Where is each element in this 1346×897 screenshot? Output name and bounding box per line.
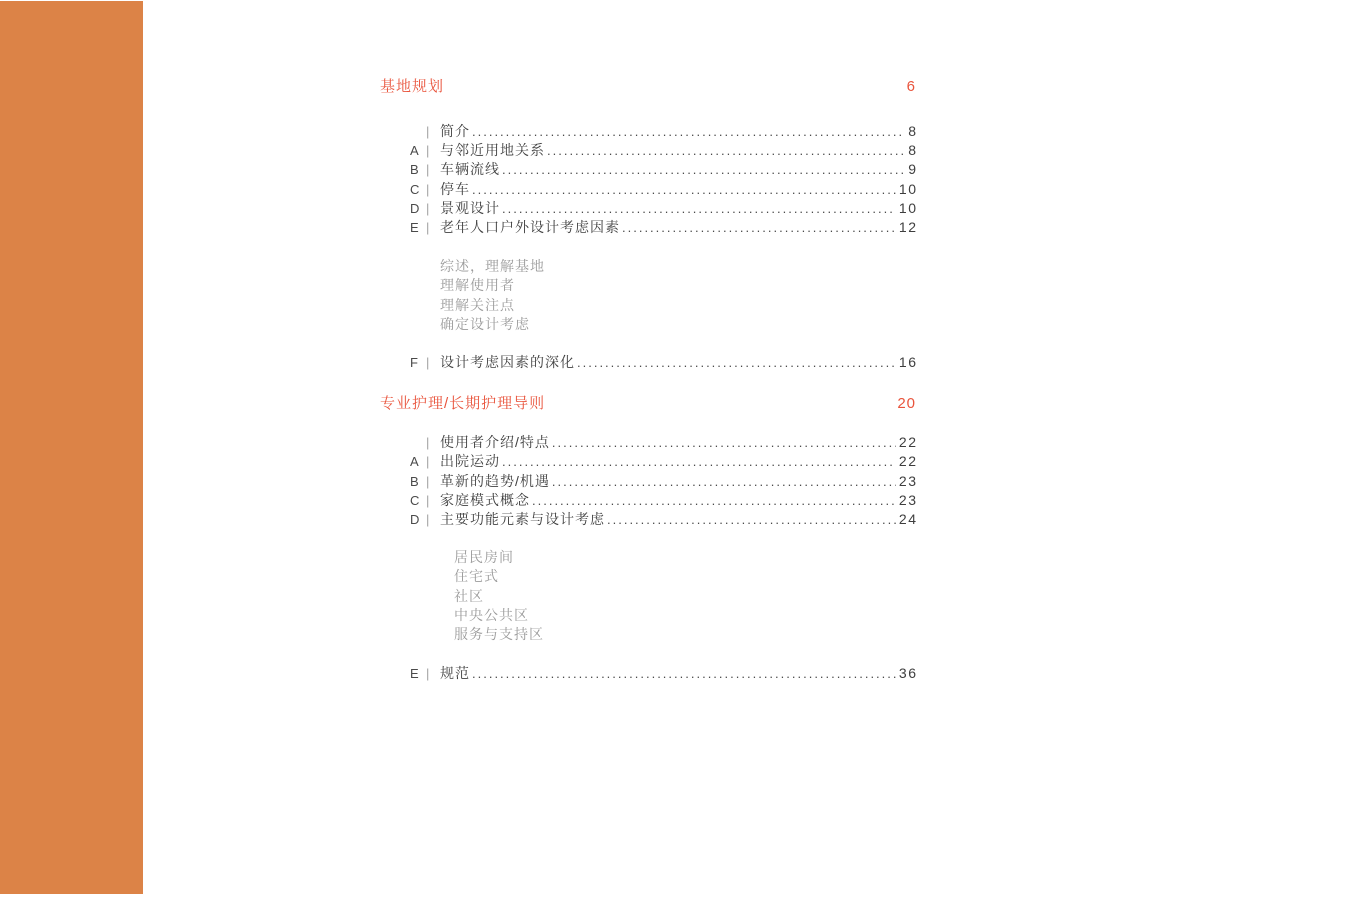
entry-label: 家庭模式概念 [440, 491, 530, 508]
entry-label: 主要功能元素与设计考虑 [440, 511, 605, 528]
section-header [380, 394, 916, 414]
entry-letter: A [410, 454, 419, 470]
entry-page-number: 10 [898, 180, 918, 197]
entry-letter: E [410, 220, 419, 236]
dot-leader [552, 472, 896, 491]
dot-leader [547, 141, 905, 160]
section-page-number: 20 [897, 395, 916, 413]
entry-divider: | [426, 200, 430, 216]
entry-page-number: 24 [898, 511, 918, 528]
dot-leader [577, 353, 896, 372]
entry-group [380, 433, 916, 529]
sub-item: 理解使用者 [440, 277, 515, 294]
section-page-number: 6 [906, 78, 916, 95]
sidebar-color-band [0, 1, 143, 894]
entry-page-number: 22 [898, 434, 918, 451]
entry-label: 简介 [440, 123, 470, 139]
entry-letter: B [410, 473, 419, 489]
dot-leader [552, 433, 896, 452]
toc-entry [380, 122, 916, 141]
toc-entry [380, 141, 916, 160]
sub-item: 服务与支持区 [454, 626, 544, 643]
dot-leader [472, 664, 896, 683]
entry-page-number: 23 [898, 472, 918, 489]
entry-group [380, 122, 916, 237]
entry-page-number: 9 [908, 161, 918, 178]
entry-page-number: 22 [898, 453, 918, 470]
entry-letter: C [410, 492, 420, 508]
sub-item: 居民房间 [454, 549, 514, 566]
entry-page-number: 8 [908, 142, 918, 159]
entry-label: 景观设计 [440, 199, 500, 216]
sub-item-list [380, 257, 916, 334]
entry-divider: | [426, 473, 430, 489]
toc-entry [380, 510, 916, 529]
sub-item: 确定设计考虑 [440, 315, 530, 332]
entry-letter: B [410, 162, 419, 178]
section-title: 基地规划 [380, 78, 445, 95]
dot-leader [472, 122, 905, 141]
dot-leader [622, 218, 896, 237]
dot-leader [502, 160, 905, 179]
entry-label: 规范 [440, 665, 470, 682]
entry-letter: E [410, 666, 419, 682]
entry-divider: | [426, 355, 430, 371]
entry-group [380, 353, 916, 372]
section-title: 专业护理/长期护理导则 [380, 395, 546, 413]
entry-label: 出院运动 [440, 453, 500, 470]
entry-page-number: 12 [898, 219, 918, 236]
sub-item: 社区 [454, 587, 484, 604]
entry-divider: | [426, 435, 430, 451]
dot-leader [502, 452, 896, 471]
toc-entry [380, 491, 916, 510]
sub-item-list [380, 548, 916, 644]
toc-entry [380, 433, 916, 452]
entry-label: 与邻近用地关系 [440, 142, 545, 159]
entry-divider: | [426, 666, 430, 682]
dot-leader [502, 199, 896, 218]
toc-entry [380, 180, 916, 199]
sub-item: 中央公共区 [454, 606, 529, 623]
sub-item: 住宅式 [454, 568, 499, 585]
entry-divider: | [426, 143, 430, 159]
toc-entry [380, 160, 916, 179]
toc-entry [380, 452, 916, 471]
toc-entry [380, 353, 916, 372]
entry-divider: | [426, 454, 430, 470]
entry-label: 革新的趋势/机遇 [440, 472, 550, 489]
table-of-contents [380, 77, 916, 683]
sub-item: 综述，理解基地 [440, 258, 545, 275]
entry-letter: C [410, 181, 420, 197]
toc-entry [380, 199, 916, 218]
dot-leader [472, 180, 896, 199]
entry-label: 设计考虑因素的深化 [440, 354, 575, 371]
entry-letter: A [410, 143, 419, 159]
sub-item: 理解关注点 [440, 296, 515, 313]
entry-group [380, 664, 916, 683]
entry-page-number: 10 [898, 199, 918, 216]
entry-divider: | [426, 492, 430, 508]
entry-page-number: 36 [898, 665, 918, 682]
entry-page-number: 8 [908, 123, 918, 139]
toc-entry [380, 664, 916, 683]
dot-leader [532, 491, 896, 510]
entry-letter: D [410, 512, 420, 528]
entry-page-number: 16 [898, 354, 918, 371]
entry-letter: F [410, 355, 418, 371]
entry-divider: | [426, 220, 430, 236]
entry-label: 车辆流线 [440, 161, 500, 178]
dot-leader [607, 510, 896, 529]
entry-divider: | [426, 162, 430, 178]
section-header [380, 77, 916, 97]
entry-divider: | [426, 512, 430, 528]
toc-entry [380, 218, 916, 237]
entry-letter: D [410, 200, 420, 216]
entry-divider: | [426, 181, 430, 197]
entry-divider: | [426, 124, 430, 139]
entry-label: 停车 [440, 180, 470, 197]
toc-entry [380, 472, 916, 491]
entry-page-number: 23 [898, 491, 918, 508]
entry-label: 老年人口户外设计考虑因素 [440, 219, 620, 236]
entry-label: 使用者介绍/特点 [440, 434, 550, 451]
